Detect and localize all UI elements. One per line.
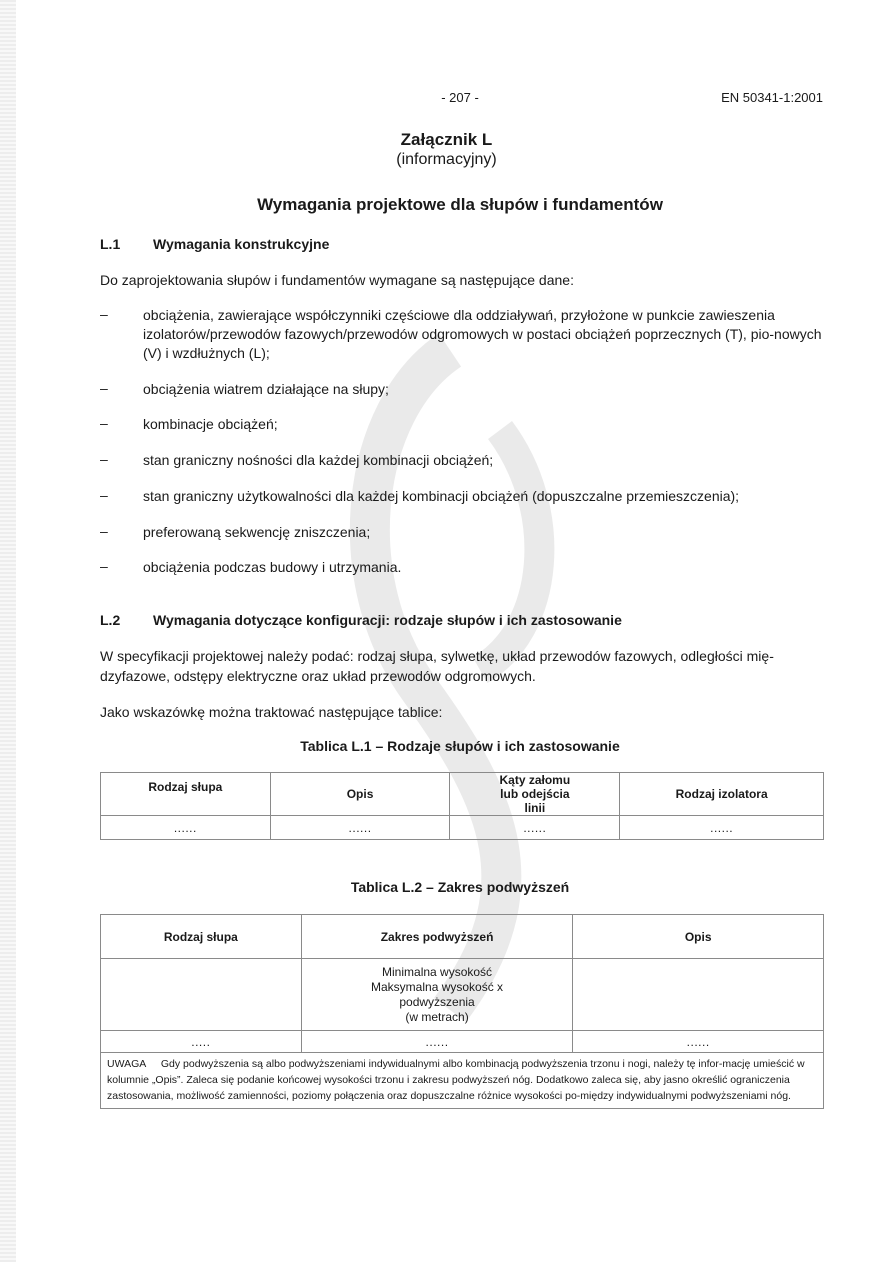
list-dash: –: [100, 415, 108, 431]
main-title: Wymagania projektowe dla słupów i fundamentów: [257, 195, 663, 214]
page-number: - 207 -: [441, 90, 479, 105]
list-dash: –: [100, 380, 108, 396]
list-dash: –: [100, 523, 108, 539]
table1-header: Rodzaj słupa: [101, 773, 271, 816]
annex-title: Załącznik L: [400, 130, 493, 149]
table1-header: Opis: [270, 773, 450, 816]
table2-caption: Tablica L.2 – Zakres podwyższeń: [350, 879, 570, 895]
range-line: podwyższenia: [399, 994, 475, 1009]
note-label: UWAGA: [107, 1058, 147, 1070]
table1-cell: ......: [620, 816, 824, 840]
range-line: Minimalna wysokość: [382, 964, 493, 979]
note-text: Gdy podwyższenia są albo podwyższeniami indywidualnymi albo kombinacją podwyższenia trzonu i nogi, należy tę infor-mację umieścić w kolumnie „Opis”. Zaleca się podanie końcowej wysokości trzonu i zakresu podwyższeń nóg. Dodatkowo zaleca się, aby jasno określić ograniczenia zastosowania, możliwość zamienności, poziomy połączenia oraz dopuszczalne różnice wysokości po-między indywidualnymi podwyższeniami nóg.: [107, 1058, 805, 1102]
range-line: Maksymalna wysokość x: [371, 979, 504, 994]
list-dash: –: [100, 451, 108, 467]
table2-range-cell: [301, 959, 573, 1031]
table2-header: Rodzaj słupa: [101, 915, 302, 959]
section-number: L.1: [100, 236, 121, 252]
config-paragraph: W specyfikacji projektowej należy podać: rodzaj słupa, sylwetkę, układ przewodów fazowych, odległości mię-dzyfazowe, odstępy elektryczne oraz układ przewodów odgromowych.: [100, 648, 774, 684]
list-item: obciążenia podczas budowy i utrzymania.: [143, 559, 402, 575]
range-line: (w metrach): [405, 1009, 469, 1024]
table2-note: [101, 1053, 824, 1109]
table1-header: Kąty załomu lub odejścia linii: [450, 773, 620, 816]
list-dash: –: [100, 306, 108, 322]
table1-header: Rodzaj izolatora: [620, 773, 824, 816]
table1-cell: ......: [450, 816, 620, 840]
list-item: obciążenia, zawierające współczynniki częściowe dla oddziaływań, przyłożone w punkcie zawieszenia izolatorów/przewodów fazowych/przewodów odgromowych w postaci obciążeń poprzecznych (T), pio-nowych (V) i wzdłużnych (L);: [143, 307, 822, 361]
table2-header: Zakres podwyższeń: [301, 915, 573, 959]
table2: [100, 914, 824, 1109]
scan-edge: [0, 0, 16, 1262]
list-item: kombinacje obciążeń;: [143, 416, 278, 432]
list-dash: –: [100, 487, 108, 503]
list-item: preferowaną sekwencję zniszczenia;: [143, 524, 371, 540]
table1-cell: ......: [270, 816, 450, 840]
table1-cell: ......: [101, 816, 271, 840]
table2-cell: ......: [573, 1031, 824, 1053]
intro-paragraph: Do zaprojektowania słupów i fundamentów wymagane są następujące dane:: [100, 272, 574, 288]
list-dash: –: [100, 558, 108, 574]
standard-id: EN 50341-1:2001: [721, 90, 823, 105]
annex-subtitle: (informacyjny): [396, 151, 497, 168]
table2-cell: [101, 959, 302, 1031]
table2-cell: ......: [301, 1031, 573, 1053]
table2-cell: .....: [101, 1031, 302, 1053]
list-item: stan graniczny użytkowalności dla każdej kombinacji obciążeń (dopuszczalne przemieszczenia);: [143, 488, 740, 504]
section-title: Wymagania dotyczące konfiguracji: rodzaje słupów i ich zastosowanie: [153, 612, 622, 628]
section-number: L.2: [100, 612, 121, 628]
tables-intro: Jako wskazówkę można traktować następujące tablice:: [100, 704, 443, 720]
table2-header: Opis: [573, 915, 824, 959]
section-title: Wymagania konstrukcyjne: [153, 236, 330, 252]
table1-caption: Tablica L.1 – Rodzaje słupów i ich zastosowanie: [300, 738, 620, 754]
list-item: stan graniczny nośności dla każdej kombinacji obciążeń;: [143, 452, 494, 468]
table1: [100, 772, 824, 840]
list-item: obciążenia wiatrem działające na słupy;: [143, 381, 389, 397]
table2-cell: [573, 959, 824, 1031]
